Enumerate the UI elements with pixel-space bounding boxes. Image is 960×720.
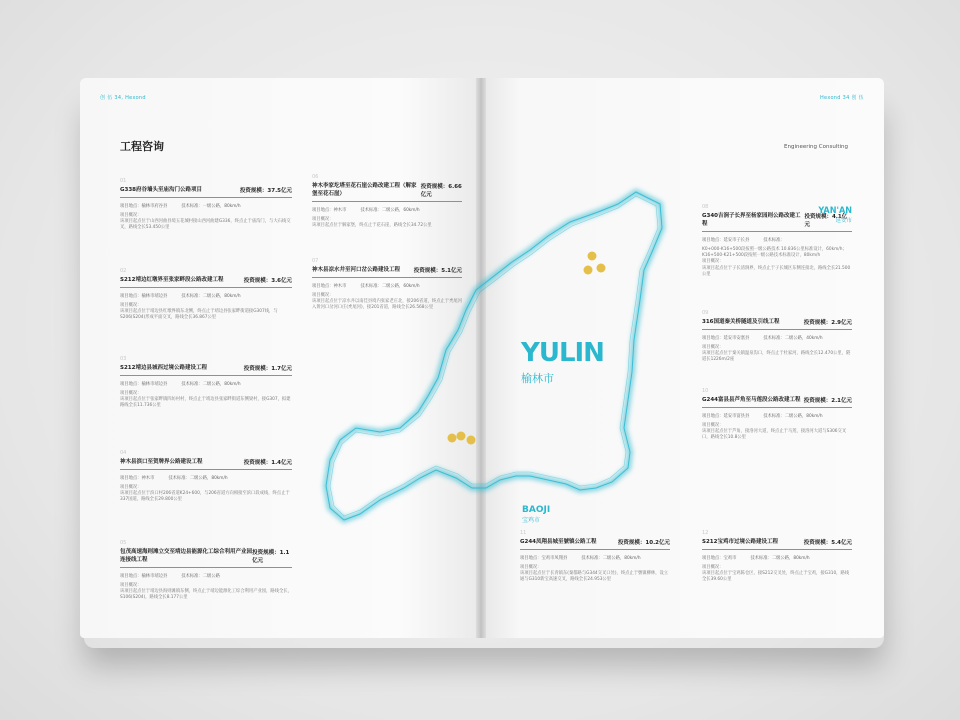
baoji-label [522,505,550,524]
project-number: 08 [702,204,709,210]
marker-dot [467,436,476,445]
page-title: 工程咨询 [120,140,164,153]
english-subtitle: Engineering Consulting [784,144,848,150]
project-location: 项目地点：延安市富县县 [702,414,750,419]
project-title: 神木县凉水井至河口岔公路建设工程 [312,267,401,273]
technical-standard: 技术标准：二级公路，40km/h [763,336,823,341]
project-location: 项目地点：宝鸡市凤翔县 [520,556,568,561]
project-title: 神木李家圪塔至花石崖公路改建工程（解家堡至花石崖） [312,183,417,197]
investment-value: 投资规模：5.1亿元 [413,268,462,274]
project-number: 11 [520,530,527,536]
project-description: 项目概况： 该项目起点位于宝鸡陈仓区，接S212交叉处，终点止于宝鸡，接G310，路线全长39.60公里 [702,565,850,583]
project-title: G338府谷墙头至庙沟门公路项目 [120,187,202,193]
investment-value: 投资规模：2.1亿元 [803,398,852,404]
technical-standard: 技术标准： [763,238,785,243]
project-location: 项目地点：神木市 [312,284,347,289]
marker-dot [588,252,597,261]
yanan-label [818,206,852,224]
marker-dot [597,264,606,273]
investment-value: 投资规模：4.1亿元 [804,214,848,228]
project-description: 项目概况： 该项目起点位于解家堡，终点止于花石崖，路线全长34.72公里 [312,217,432,229]
yulin-label-cn: 榆林市 [521,372,554,385]
technical-standard: 技术标准：二级公路，80km/h [181,382,241,387]
investment-value: 投资规模：2.9亿元 [803,320,852,326]
project-description: 项目概况： 该项目起点位于秦关镇温泉沟口，终点止于杜家河，路线全长12.470公里，隧道长1226m/2座 [702,345,851,363]
technical-standard: 技术标准：二级公路，80km/h [750,556,810,561]
project-location: 项目地点：神木市 [120,476,155,481]
project-number: 05 [120,540,127,546]
project-title: S212宝鸡市过境公路建设工程 [702,539,778,545]
project-location: 项目地点：榆林市靖边县 [120,294,168,299]
investment-value: 投资规模：1.1亿元 [252,550,290,564]
yanan-label-cn: 延安市 [835,218,852,224]
investment-value: 投资规模：1.7亿元 [243,366,292,372]
project-number: 02 [120,268,127,274]
investment-value: 投资规模：37.5亿元 [239,188,292,194]
baoji-label-en: BAOJI [522,505,551,515]
marker-dot [457,432,466,441]
project-title: G244凤翔县城至號镇公路工程 [520,539,597,545]
project-location: 项目地点：宝鸡市 [702,556,737,561]
right-running-head: Hexond 34 创 伍 [820,95,864,101]
project-description: 项目概况： 该项目起点位于凉水井以南佳县境内张家老庄北，接206省道，终点止于秃尾河入黄河口岔河口庄(秃尾河)，接201省道，路线全长26.568公里 [312,293,462,311]
investment-value: 投资规模：10.2亿元 [617,540,670,546]
technical-standard: 技术标准：二级公路，80km/h [181,294,241,299]
project-location: 项目地点：榆林市靖边县 [120,382,168,387]
project-description: K0+000-K16+500段按照一级公路技术 10.836公里标准设计，60km/h；K16+500-K21+500段按照一级公路技术标准设计，80km/h 项目概况： 该项目起点位于子长清涧界，终点止于子长城区东侧连接北，路线全长21.500公里 [702,247,851,277]
baoji-label-cn: 宝鸡市 [522,517,541,524]
technical-standard: 技术标准：一级公路，80km/h [181,204,241,209]
project-title: S212靖边红墩界至张家畔段公路改建工程 [120,277,224,283]
project-description: 项目概况： 该项目起点位于滨口村206省道K24+600，与206省道方向相接至滨口段成线，终点止于337国道，路线全长29.800公里 [120,485,290,503]
investment-value: 投资规模：5.4亿元 [803,540,852,546]
project-location: 项目地点：榆林市府谷县 [120,204,168,209]
technical-standard: 技术标准：二级公路，60km/h [360,284,420,289]
project-number: 10 [702,388,709,394]
project-title: 神木县滨口至贺牌界公路建设工程 [120,459,203,465]
yanan-label-en: YAN'AN [818,206,852,216]
map-outline [326,192,662,520]
project-number: 01 [120,178,127,184]
project-description: 项目概况： 该项目起点位于靖边县海则滩镇东侧，终点止于靖边能源化工综合利用产业园，路线全长，S106(S204)，路线全长8.177公里 [120,583,292,601]
marker-dot [448,434,457,443]
technical-standard: 技术标准：二级公路，80km/h [168,476,228,481]
project-number: 03 [120,356,127,362]
project-location: 项目地点：神木市 [312,208,347,213]
investment-value: 投资规模：1.4亿元 [243,460,292,466]
technical-standard: 技术标准：二级公路，80km/h [581,556,641,561]
project-number: 12 [702,530,709,536]
project-number: 04 [120,450,127,456]
project-description: 项目概况： 该项目起点位于长青镇东(秦都路与G344交叉口处)，终点止于號镇柳林，设立通与G310新宝高速交叉，路线全长24.953公里 [520,565,669,583]
project-location: 项目地点：延安市子长县 [702,238,750,243]
project-number: 07 [312,258,319,264]
project-location: 项目地点：榆林市靖边县 [120,574,168,579]
left-running-head: 创 伍 34, Hexond [100,95,146,101]
project-title: G244富县县芦角至马莲段公路改建工程 [702,397,801,403]
marker-dot [584,266,593,275]
technical-standard: 技术标准：二级公路，60km/h [360,208,420,213]
investment-value: 投资规模：3.6亿元 [243,278,292,284]
project-title: 316国道秦关桥隧道及引线工程 [702,319,780,325]
map-outline-glow [326,192,662,520]
project-title: G340吉涧子长界至杨家园则公路改建工程 [702,213,801,227]
project-description: 项目概况： 该项目起点位于山西河曲县境五花城村接山西河曲建G336，终点止于庙沟门，与大石线交叉，路线全长53.450公里 [120,213,291,231]
project-title: 包茂高速海则滩立交至靖边县能源化工综合利用产业园连接线工程 [120,549,253,563]
project-number: 06 [312,174,319,180]
yulin-label-en: YULIN [521,338,604,368]
project-title: S212靖边县城西过境公路建设工程 [120,365,207,371]
project-description: 项目概况： 该项目起点位于芦角，接洛河大道，终点止于马莲，接洛河大道与S306交叉口，路线全长10.8公里 [702,423,847,441]
project-location: 项目地点：延安市安塞县 [702,336,750,341]
map-outline-inner [330,196,658,516]
project-description: 项目概况： 该项目起点位于张家畔镇四坊村村，终点止于靖边县张家畔街道东侧梁村，接G307，拟建路线全长11.736公里 [120,391,291,409]
project-number: 09 [702,310,709,316]
technical-standard: 技术标准：二级公路，80km/h [763,414,823,419]
yulin-label [521,340,604,386]
technical-standard: 技术标准：二级公路 [181,574,220,579]
investment-value: 投资规模：6.66亿元 [420,184,462,198]
project-description: 项目概况： 该项目起点位于靖边县红墩界镇东北侧，终点止于靖边县张家畔街道接G307线，与S206(S204)形成平面交叉，路线全长36.867公里 [120,303,278,321]
